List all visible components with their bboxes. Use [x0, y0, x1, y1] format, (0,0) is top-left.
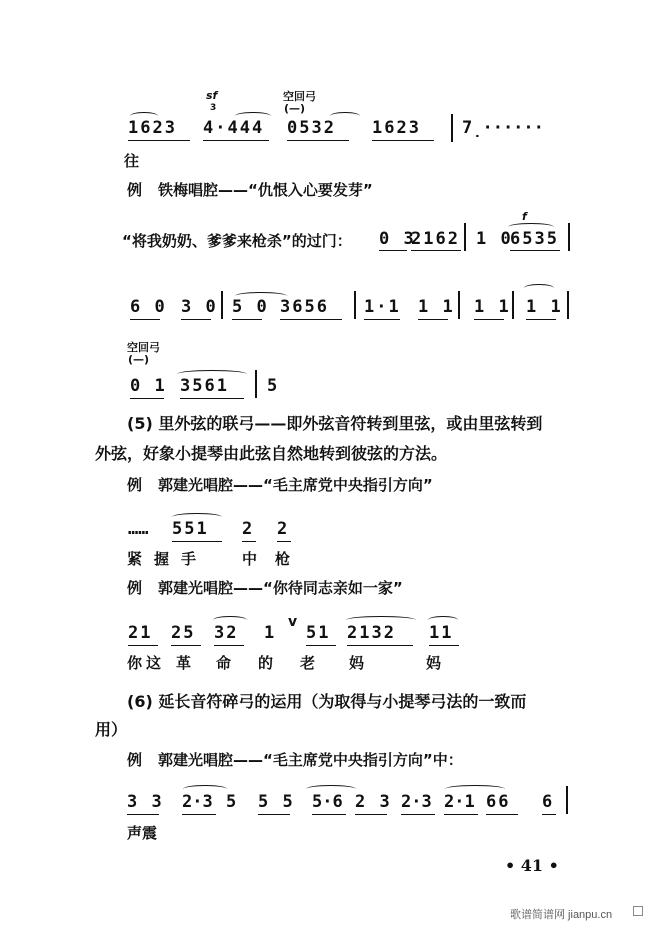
barline	[354, 291, 356, 319]
note-group: 1623	[372, 118, 421, 138]
underline	[130, 319, 160, 320]
note-group: 7̣······	[462, 118, 544, 138]
bow-mark-2: (—)	[128, 353, 150, 366]
note-group: 5 5	[258, 792, 295, 812]
section-heading: (6) 延长音符碎弓的运用（为取得与小提琴弓法的一致而	[127, 692, 527, 711]
underline	[429, 645, 459, 646]
underline	[510, 250, 560, 251]
note-group: 66	[486, 792, 511, 812]
underline	[444, 814, 478, 815]
example-label: 例	[127, 579, 143, 597]
lyric: 老	[300, 654, 336, 672]
underline	[128, 645, 158, 646]
note-group: 2·3	[182, 792, 213, 812]
underline	[214, 645, 244, 646]
section-heading-cont: 用）	[95, 720, 128, 739]
note-group: 21	[128, 623, 153, 643]
note-group: 3561	[180, 376, 229, 396]
underline	[287, 140, 349, 141]
barline	[221, 291, 223, 319]
section-heading-cont: 外弦，好象小提琴由此弦自然地转到彼弦的方法。	[95, 444, 448, 463]
note-group: 2 3	[355, 792, 392, 812]
note-group: 1	[264, 623, 277, 643]
note-group: 32	[214, 623, 239, 643]
section-heading: (5) 里外弦的联弓——即外弦音符转到里弦，或由里弦转到	[127, 414, 543, 433]
lead-dots: ……	[128, 519, 149, 539]
example-text: 郭建光唱腔——“你待同志亲如一家”	[158, 579, 403, 597]
underline	[280, 319, 342, 320]
note-group: 11	[429, 623, 454, 643]
note-group: 551	[172, 519, 209, 539]
underline	[355, 814, 387, 815]
watermark: 歌谱简谱网 jianpu.cn	[510, 909, 613, 921]
underline	[312, 814, 346, 815]
underline	[526, 319, 556, 320]
example-label: 例	[127, 476, 143, 494]
note-group: 4·444	[203, 118, 265, 138]
underline	[203, 140, 269, 141]
underline	[411, 250, 461, 251]
underline	[401, 814, 435, 815]
note-group: 2·3	[401, 792, 432, 812]
underline	[172, 541, 222, 542]
note-group: 2	[277, 519, 290, 539]
lyric: 往	[124, 152, 140, 170]
underline	[372, 140, 434, 141]
underline	[181, 319, 211, 320]
bowing-label-2: 空回弓	[127, 341, 160, 354]
underline	[277, 541, 291, 542]
note-group: 6 0	[130, 297, 167, 317]
barline	[566, 786, 568, 814]
lyric: 妈	[349, 654, 385, 672]
lyric: 的	[258, 654, 294, 672]
note-group: 3656	[280, 297, 329, 317]
underline	[306, 645, 336, 646]
note-group: 1 1	[474, 297, 511, 317]
underline	[242, 541, 256, 542]
barline	[458, 291, 460, 319]
example-text: 铁梅唱腔——“仇恨入心要发芽”	[158, 181, 373, 199]
note-group: 2·1	[444, 792, 475, 812]
underline	[418, 319, 448, 320]
slur	[524, 284, 554, 292]
underline	[171, 645, 201, 646]
lyric: 枪	[275, 550, 311, 568]
lyric: 妈	[426, 654, 462, 672]
underline	[486, 814, 518, 815]
underline	[258, 814, 290, 815]
note-group: 6535	[510, 229, 559, 249]
underline	[130, 398, 164, 399]
underline	[180, 398, 244, 399]
note-group: 3 3	[127, 792, 164, 812]
dynamic-mark-f: f	[522, 210, 527, 223]
note-group: 1·1	[364, 297, 401, 317]
barline	[512, 291, 514, 319]
barline	[451, 114, 453, 142]
note-group: 0532	[287, 118, 336, 138]
underline	[232, 319, 262, 320]
barline	[255, 370, 257, 398]
tuplet-mark: 3	[210, 103, 217, 113]
barline	[567, 291, 569, 319]
lyric: 你这	[127, 654, 166, 672]
note-group: 1 1	[526, 297, 563, 317]
barline	[464, 223, 466, 251]
example-label: 例	[127, 181, 143, 199]
note-group: 1 0	[476, 229, 513, 249]
underline	[127, 814, 159, 815]
breath-mark: v	[288, 614, 298, 630]
note-group: 2132	[347, 623, 396, 643]
lyric: 革	[176, 654, 212, 672]
example-label: 例	[127, 751, 143, 769]
dynamic-mark-sf: sf	[206, 89, 218, 102]
note-group: 5·6	[312, 792, 343, 812]
underline	[474, 319, 504, 320]
barline	[568, 223, 570, 251]
note-group: 5	[267, 376, 280, 396]
intro-text: “将我奶奶、爹爹来枪杀”的过门：	[122, 232, 352, 250]
underline	[182, 814, 216, 815]
note-group: 2162	[411, 229, 460, 249]
underline	[364, 319, 400, 320]
note-group: 51	[306, 623, 331, 643]
underline	[542, 814, 556, 815]
note-group: 3 0	[181, 297, 218, 317]
note-group: 5	[226, 792, 239, 812]
note-group: 2	[242, 519, 255, 539]
underline	[128, 140, 190, 141]
note-group: 25	[171, 623, 196, 643]
note-group: 1623	[128, 118, 177, 138]
lyric: 命	[216, 654, 252, 672]
lyric: 中	[242, 550, 278, 568]
underline	[347, 645, 413, 646]
lyric: 紧握手	[127, 550, 209, 568]
bow-mark-1: (—)	[284, 102, 306, 115]
bowing-label-1: 空回弓	[283, 90, 316, 103]
page-number: • 41 •	[505, 856, 559, 875]
note-group: 1 1	[418, 297, 455, 317]
example-text: 郭建光唱腔——“毛主席党中央指引方向”	[158, 476, 433, 494]
note-group: 6	[542, 792, 555, 812]
note-group: 0 3	[379, 229, 416, 249]
note-group: 5 0	[232, 297, 269, 317]
note-group: 0 1	[130, 376, 167, 396]
underline	[379, 250, 407, 251]
example-text: 郭建光唱腔——“毛主席党中央指引方向”中：	[158, 751, 463, 769]
lyric: 声震	[127, 824, 158, 842]
watermark-corner-icon	[633, 906, 643, 916]
